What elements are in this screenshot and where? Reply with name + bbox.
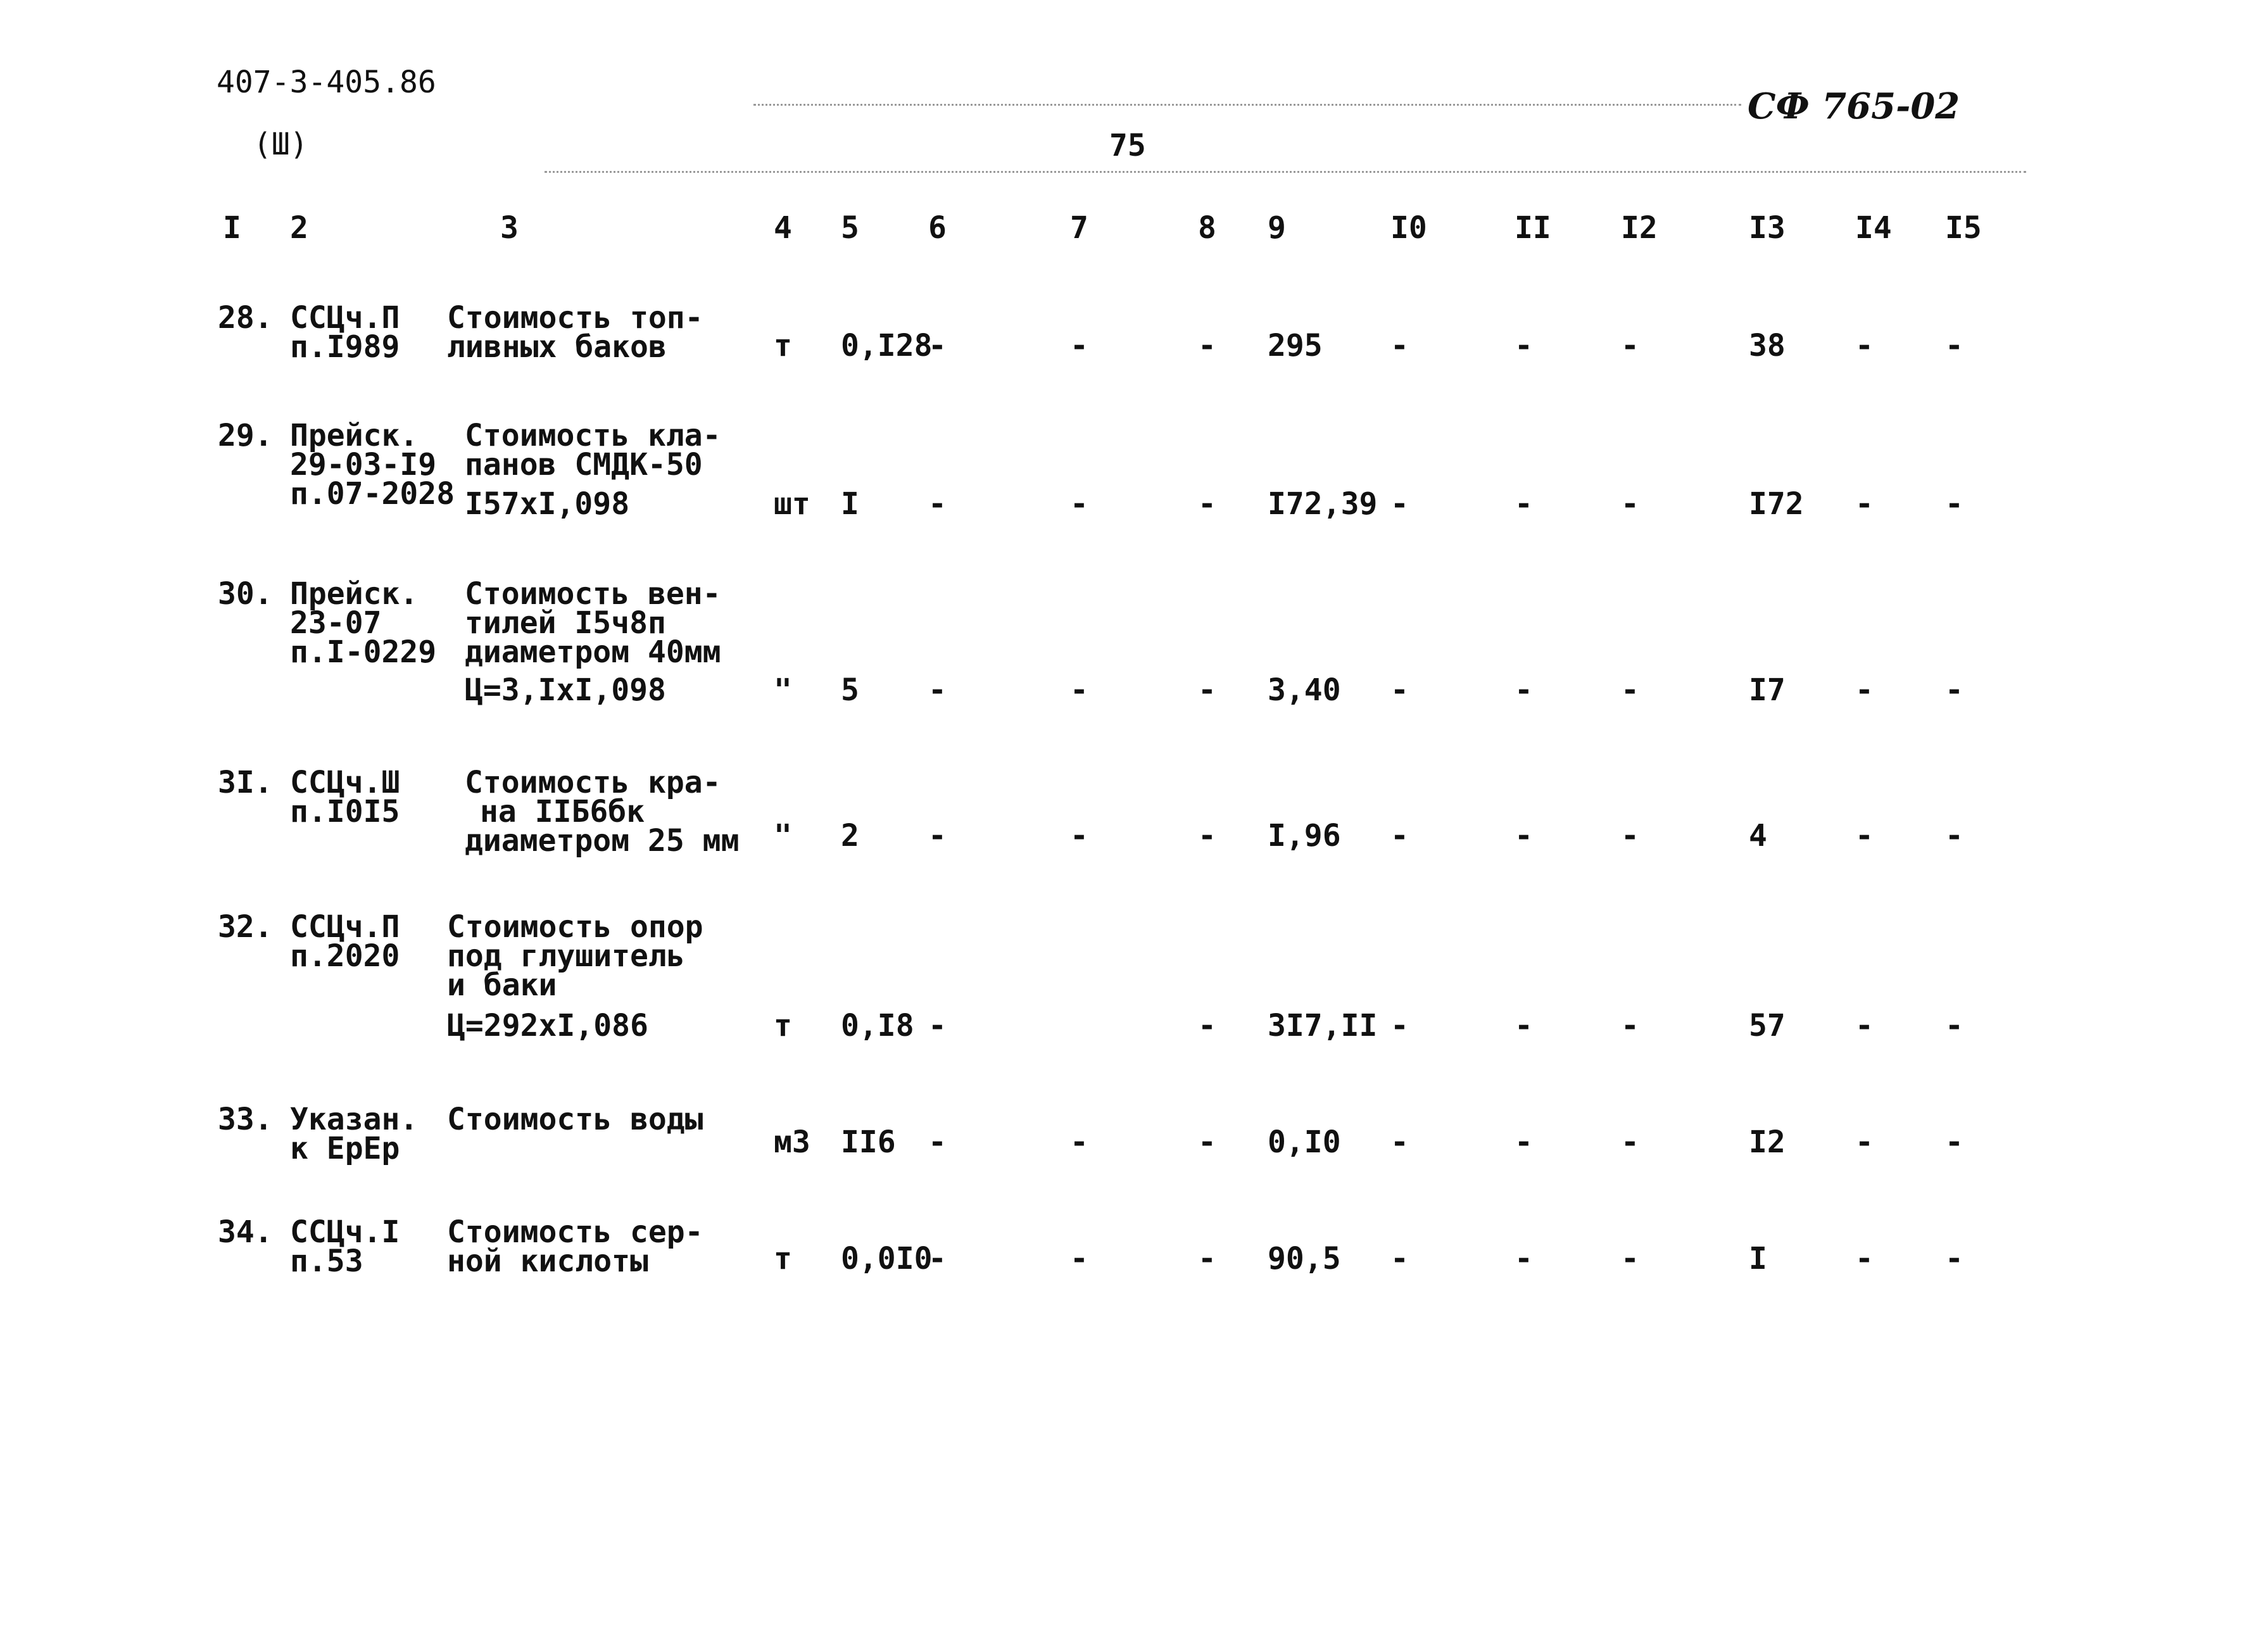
- price-formula: I57xI,098: [465, 486, 630, 522]
- cell-price: 3I7,II: [1268, 1008, 1378, 1043]
- cell-c8: -: [1198, 818, 1216, 853]
- item-name-line: Стоимость кра-: [465, 765, 721, 800]
- cell-c12: -: [1621, 1241, 1639, 1276]
- column-header-6: 6: [928, 210, 947, 246]
- cell-unit: т: [774, 1241, 792, 1276]
- source-reference-line: к ЕрЕр: [290, 1131, 400, 1166]
- source-reference-line: Прейск.: [290, 418, 419, 453]
- cell-total: 57: [1749, 1008, 1786, 1043]
- item-name-line: Стоимость опор: [447, 909, 703, 945]
- cell-c6: -: [928, 672, 947, 708]
- column-header-15: I5: [1945, 210, 1982, 246]
- item-name-line: Стоимость сер-: [447, 1214, 703, 1250]
- item-name-line: ной кислоты: [447, 1244, 648, 1279]
- column-header-11: II: [1515, 210, 1551, 246]
- item-name-line: диаметром 40мм: [465, 634, 721, 670]
- cell-total: I: [1749, 1241, 1767, 1276]
- cell-c15: -: [1945, 672, 1963, 708]
- column-header-14: I4: [1855, 210, 1892, 246]
- source-reference-line: п.2020: [290, 938, 400, 974]
- archive-stamp: СФ 765-02: [1748, 85, 1960, 127]
- cell-price: I72,39: [1268, 486, 1378, 522]
- cell-c15: -: [1945, 328, 1963, 363]
- cell-total: 4: [1749, 818, 1767, 853]
- column-header-1: I: [223, 210, 241, 246]
- source-reference-line: п.I989: [290, 329, 400, 365]
- cell-c6: -: [928, 818, 947, 853]
- cell-total: I72: [1749, 486, 1804, 522]
- item-name-line: на IIБ6бк: [480, 794, 645, 829]
- item-name-line: диаметром 25 мм: [465, 823, 740, 859]
- cell-total: 38: [1749, 328, 1786, 363]
- cell-c10: -: [1390, 1241, 1409, 1276]
- cell-c12: -: [1621, 672, 1639, 708]
- column-header-12: I2: [1621, 210, 1658, 246]
- cell-c11: -: [1515, 486, 1533, 522]
- cell-unit: ": [774, 672, 792, 708]
- source-reference-line: ССЦч.I: [290, 1214, 400, 1250]
- source-reference-line: Прейск.: [290, 576, 419, 612]
- item-name-line: и баки: [447, 967, 557, 1003]
- cell-c8: -: [1198, 328, 1216, 363]
- cell-c6: -: [928, 328, 947, 363]
- cell-c7: -: [1070, 818, 1088, 853]
- row-number: 29.: [218, 418, 273, 453]
- cell-c8: -: [1198, 1241, 1216, 1276]
- row-number: 32.: [218, 909, 273, 945]
- cell-total: I7: [1749, 672, 1786, 708]
- cell-c15: -: [1945, 1008, 1963, 1043]
- cell-c6: -: [928, 1241, 947, 1276]
- cell-c15: -: [1945, 818, 1963, 853]
- price-formula: Ц=292xI,086: [447, 1008, 648, 1043]
- cell-price: 90,5: [1268, 1241, 1341, 1276]
- cell-unit: м3: [774, 1124, 810, 1160]
- cell-c15: -: [1945, 486, 1963, 522]
- cell-qty: 0,I8: [841, 1008, 914, 1043]
- cell-c11: -: [1515, 818, 1533, 853]
- cell-c8: -: [1198, 672, 1216, 708]
- cell-c7: -: [1070, 672, 1088, 708]
- cell-c12: -: [1621, 486, 1639, 522]
- cell-unit: ": [774, 818, 792, 853]
- source-reference-line: Указан.: [290, 1102, 419, 1137]
- row-number: 3I.: [218, 765, 273, 800]
- cell-c7: -: [1070, 486, 1088, 522]
- cell-c14: -: [1855, 672, 1874, 708]
- item-name-line: Стоимость кла-: [465, 418, 721, 453]
- cell-qty: 0,I28: [841, 328, 933, 363]
- cell-c14: -: [1855, 818, 1874, 853]
- cell-price: I,96: [1268, 818, 1341, 853]
- column-header-7: 7: [1070, 210, 1088, 246]
- price-formula: Ц=3,IxI,098: [465, 672, 666, 708]
- column-header-4: 4: [774, 210, 792, 246]
- cell-c14: -: [1855, 1008, 1874, 1043]
- cell-c6: -: [928, 1124, 947, 1160]
- source-reference-line: п.07-2028: [290, 476, 455, 512]
- cell-qty: II6: [841, 1124, 896, 1160]
- cell-qty: 5: [841, 672, 859, 708]
- cell-c14: -: [1855, 328, 1874, 363]
- column-header-10: I0: [1390, 210, 1427, 246]
- cell-total: I2: [1749, 1124, 1786, 1160]
- doc-code: 407-3-405.86: [217, 65, 436, 100]
- cell-c12: -: [1621, 1008, 1639, 1043]
- cell-c15: -: [1945, 1241, 1963, 1276]
- column-header-13: I3: [1749, 210, 1786, 246]
- source-reference-line: ССЦч.Ш: [290, 765, 400, 800]
- row-number: 28.: [218, 300, 273, 336]
- cell-c6: -: [928, 1008, 947, 1043]
- item-name-line: тилей I5ч8п: [465, 605, 666, 641]
- source-reference-line: п.53: [290, 1244, 363, 1279]
- cell-c14: -: [1855, 486, 1874, 522]
- column-header-2: 2: [290, 210, 308, 246]
- cell-c10: -: [1390, 1124, 1409, 1160]
- cell-c8: -: [1198, 1008, 1216, 1043]
- cell-c7: -: [1070, 328, 1088, 363]
- item-name-line: под глушитель: [447, 938, 685, 974]
- cell-c6: -: [928, 486, 947, 522]
- cell-c10: -: [1390, 1008, 1409, 1043]
- row-number: 33.: [218, 1102, 273, 1137]
- cell-qty: 2: [841, 818, 859, 853]
- cell-c11: -: [1515, 672, 1533, 708]
- item-name-line: ливных баков: [447, 329, 667, 365]
- cell-c11: -: [1515, 328, 1533, 363]
- cell-qty: 0,0I0: [841, 1241, 933, 1276]
- header-divider-bottom: [545, 171, 2026, 173]
- source-reference-line: ССЦч.П: [290, 300, 400, 336]
- item-name-line: панов СМДК-50: [465, 447, 703, 482]
- cell-c10: -: [1390, 486, 1409, 522]
- source-reference-line: п.I0I5: [290, 794, 400, 829]
- row-number: 30.: [218, 576, 273, 612]
- cell-c11: -: [1515, 1241, 1533, 1276]
- cell-price: 0,I0: [1268, 1124, 1341, 1160]
- cell-c10: -: [1390, 328, 1409, 363]
- cell-c12: -: [1621, 1124, 1639, 1160]
- cell-c10: -: [1390, 818, 1409, 853]
- volume-label: (Ш): [253, 127, 308, 162]
- cell-qty: I: [841, 486, 859, 522]
- cell-c12: -: [1621, 328, 1639, 363]
- source-reference-line: 23-07: [290, 605, 382, 641]
- cell-unit: т: [774, 1008, 792, 1043]
- item-name-line: Стоимость вен-: [465, 576, 721, 612]
- source-reference-line: ССЦч.П: [290, 909, 400, 945]
- page-number: 75: [1109, 128, 1146, 163]
- cell-c14: -: [1855, 1241, 1874, 1276]
- cell-c8: -: [1198, 1124, 1216, 1160]
- cell-c10: -: [1390, 672, 1409, 708]
- source-reference-line: п.I-0229: [290, 634, 437, 670]
- item-name-line: Стоимость топ-: [447, 300, 703, 336]
- cell-price: 3,40: [1268, 672, 1341, 708]
- cell-c7: -: [1070, 1124, 1088, 1160]
- header-divider-top: [753, 104, 1741, 106]
- column-header-9: 9: [1268, 210, 1286, 246]
- cell-c7: -: [1070, 1241, 1088, 1276]
- row-number: 34.: [218, 1214, 273, 1250]
- cell-c11: -: [1515, 1124, 1533, 1160]
- column-header-3: 3: [500, 210, 519, 246]
- cell-unit: шт: [774, 486, 810, 522]
- cell-c14: -: [1855, 1124, 1874, 1160]
- item-name-line: Стоимость воды: [447, 1102, 703, 1137]
- column-header-5: 5: [841, 210, 859, 246]
- source-reference-line: 29-03-I9: [290, 447, 437, 482]
- cell-price: 295: [1268, 328, 1323, 363]
- cell-unit: т: [774, 328, 792, 363]
- column-header-8: 8: [1198, 210, 1216, 246]
- cell-c15: -: [1945, 1124, 1963, 1160]
- cell-c8: -: [1198, 486, 1216, 522]
- cell-c11: -: [1515, 1008, 1533, 1043]
- cell-c12: -: [1621, 818, 1639, 853]
